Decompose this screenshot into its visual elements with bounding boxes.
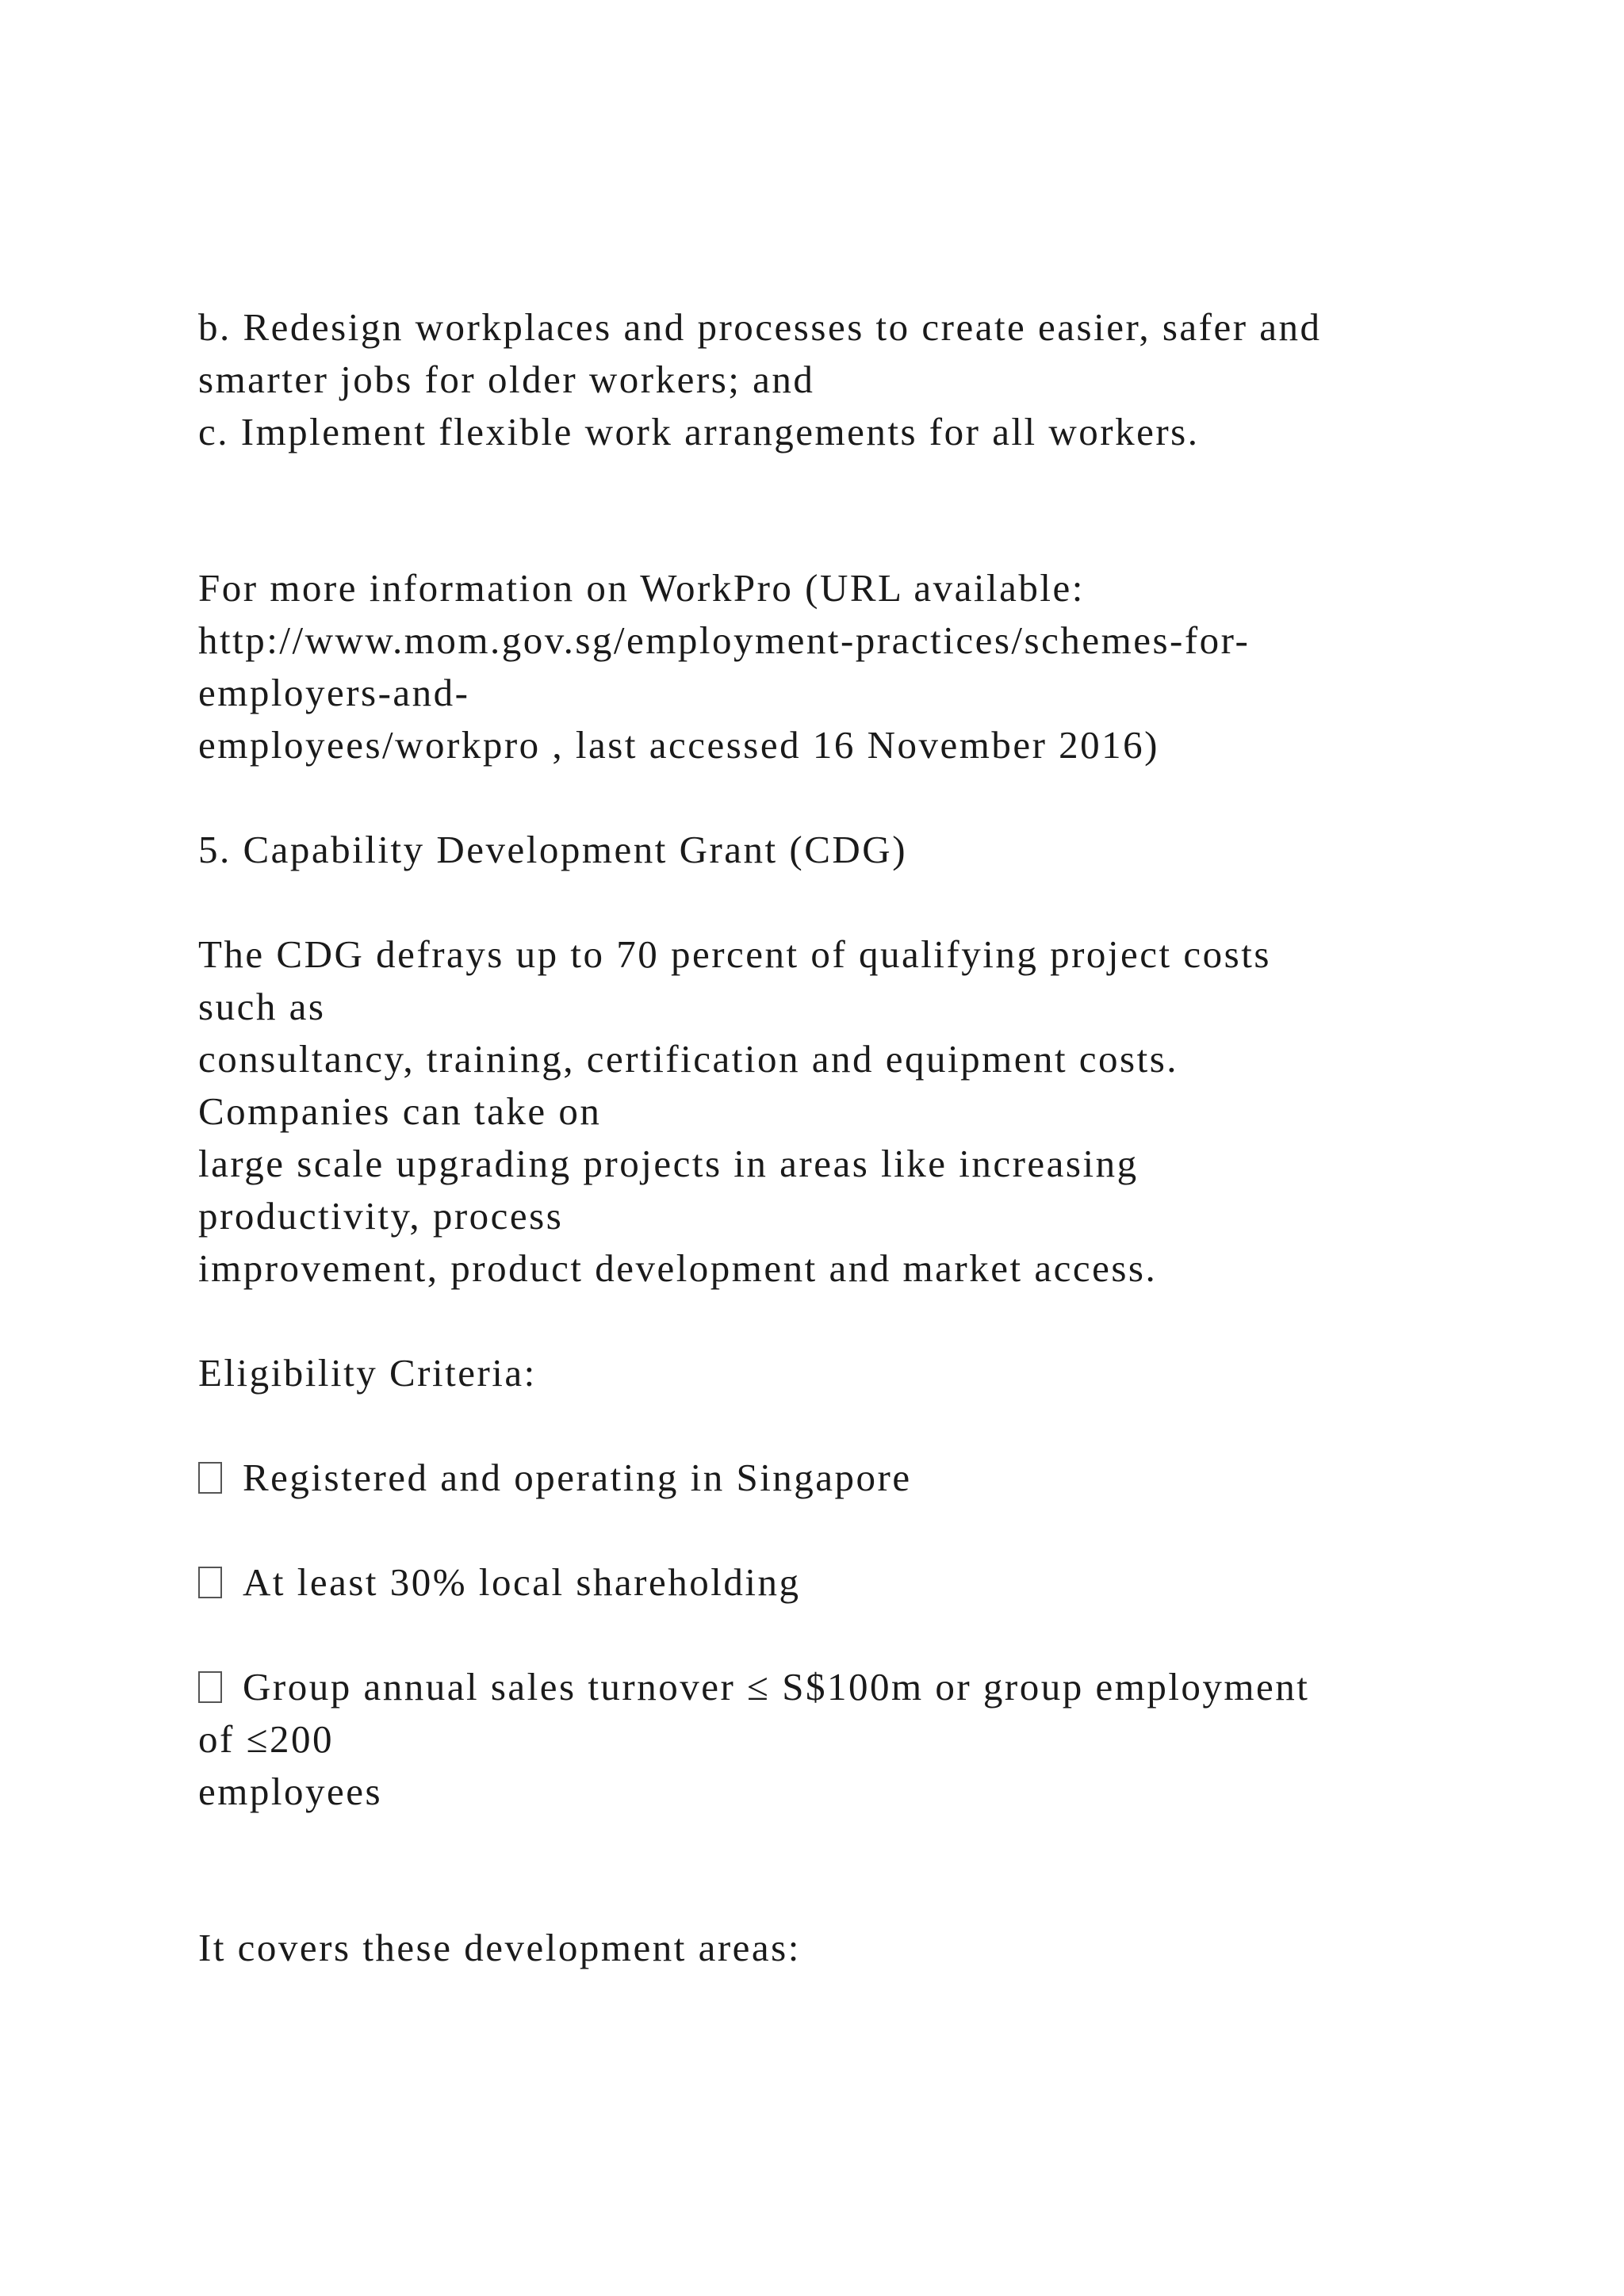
- eligibility-heading: Eligibility Criteria:: [198, 1351, 537, 1395]
- cdg-heading: 5. Capability Development Grant (CDG): [198, 828, 908, 871]
- eligibility-item-1-text: Registered and operating in Singapore: [243, 1456, 912, 1499]
- workpro-info-line-1: For more information on WorkPro (URL available:: [198, 566, 1085, 610]
- eligibility-item-3-text: Group annual sales turnover ≤ S$100m or group employment: [243, 1665, 1310, 1709]
- workpro-item-b-line-1: b. Redesign workplaces and processes to create easier, safer and: [198, 305, 1322, 349]
- missing-glyph-bullet-icon: [198, 1671, 222, 1703]
- workpro-url-line-1: http://www.mom.gov.sg/employment-practices/schemes-for-: [198, 618, 1251, 662]
- eligibility-item-1: [198, 1452, 912, 1504]
- eligibility-item-3-line-2: of ≤200: [198, 1717, 334, 1761]
- cdg-description-line-1: The CDG defrays up to 70 percent of qualifying project costs: [198, 932, 1271, 976]
- eligibility-item-2-text: At least 30% local shareholding: [243, 1560, 801, 1604]
- cdg-description-line-3: consultancy, training, certification and equipment costs.: [198, 1037, 1179, 1081]
- cdg-description-line-5: large scale upgrading projects in areas like increasing: [198, 1142, 1139, 1185]
- eligibility-item-3: [198, 1661, 1309, 1713]
- missing-glyph-bullet-icon: [198, 1462, 222, 1494]
- cdg-description-line-4: Companies can take on: [198, 1089, 602, 1133]
- workpro-url-line-2: employers-and-: [198, 671, 470, 714]
- cdg-description-line-7: improvement, product development and market access.: [198, 1246, 1158, 1290]
- cdg-description-line-6: productivity, process: [198, 1194, 564, 1238]
- cdg-description-line-2: such as: [198, 985, 326, 1028]
- eligibility-item-2: [198, 1556, 800, 1609]
- missing-glyph-bullet-icon: [198, 1567, 222, 1598]
- eligibility-item-3-line-3: employees: [198, 1770, 383, 1813]
- development-areas-intro: It covers these development areas:: [198, 1926, 801, 1969]
- workpro-url-line-3: employees/workpro , last accessed 16 November 2016): [198, 723, 1159, 767]
- workpro-item-c: c. Implement flexible work arrangements for all workers.: [198, 410, 1200, 453]
- workpro-item-b-line-2: smarter jobs for older workers; and: [198, 358, 815, 401]
